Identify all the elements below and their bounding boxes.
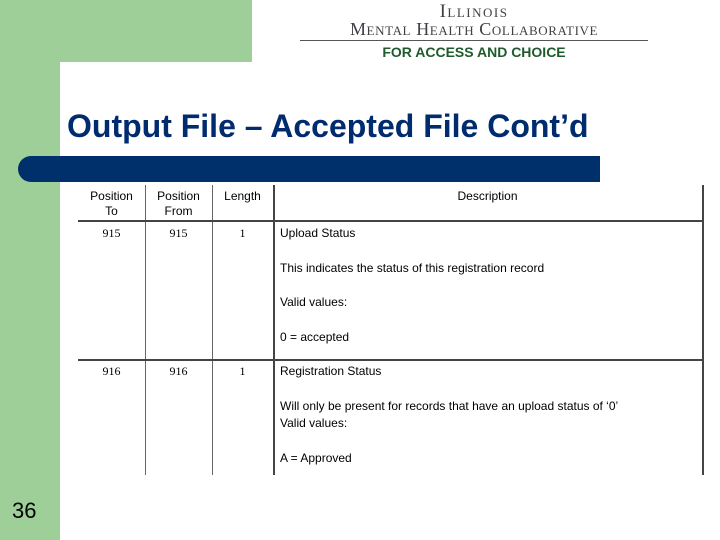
header-position-from-line2: From <box>164 204 193 218</box>
row2-description-text: Will only be present for records that have an upload status of ‘0’ <box>280 399 619 413</box>
field-table <box>78 185 702 475</box>
header-length: Length <box>224 189 261 203</box>
logo-tagline: FOR ACCESS AND CHOICE <box>382 44 566 60</box>
row2-position-from: 916 <box>169 364 188 378</box>
row1-length: 1 <box>239 226 246 240</box>
table-right-border <box>702 185 704 475</box>
column-divider <box>273 185 275 475</box>
row2-valid-value: A = Approved <box>280 451 352 465</box>
row1-field-name: Upload Status <box>280 226 356 240</box>
header-row-divider <box>78 220 704 222</box>
row2-length: 1 <box>239 364 246 378</box>
header-position-from-line1: Position <box>157 189 200 203</box>
logo-divider <box>300 40 648 41</box>
title-underline-bar <box>18 156 600 182</box>
row1-description-text: This indicates the status of this registration record <box>280 261 545 275</box>
green-left-band <box>0 0 60 540</box>
header-description: Description <box>457 189 518 203</box>
row1-valid-values-label: Valid values: <box>280 295 348 309</box>
collaborative-logo <box>296 0 652 62</box>
row2-field-name: Registration Status <box>280 364 382 378</box>
header-position-to-line2: To <box>105 204 118 218</box>
row1-position-from: 915 <box>169 226 188 240</box>
header-position-to <box>78 189 145 219</box>
row1-position-to: 915 <box>102 226 121 240</box>
row1-valid-value: 0 = accepted <box>280 330 350 344</box>
row2-position-to: 916 <box>102 364 121 378</box>
row-divider <box>78 359 704 361</box>
logo-mental-health: Mental Health Collaborative <box>349 19 599 39</box>
row2-valid-values-label: Valid values: <box>280 416 348 430</box>
slide-title: Output File – Accepted File Cont’d <box>67 108 589 144</box>
header-position-to-line1: Position <box>90 189 133 203</box>
header-position-from <box>145 189 212 219</box>
logo-illinois: Illinois <box>439 1 509 22</box>
slide-number: 36 <box>12 498 37 523</box>
